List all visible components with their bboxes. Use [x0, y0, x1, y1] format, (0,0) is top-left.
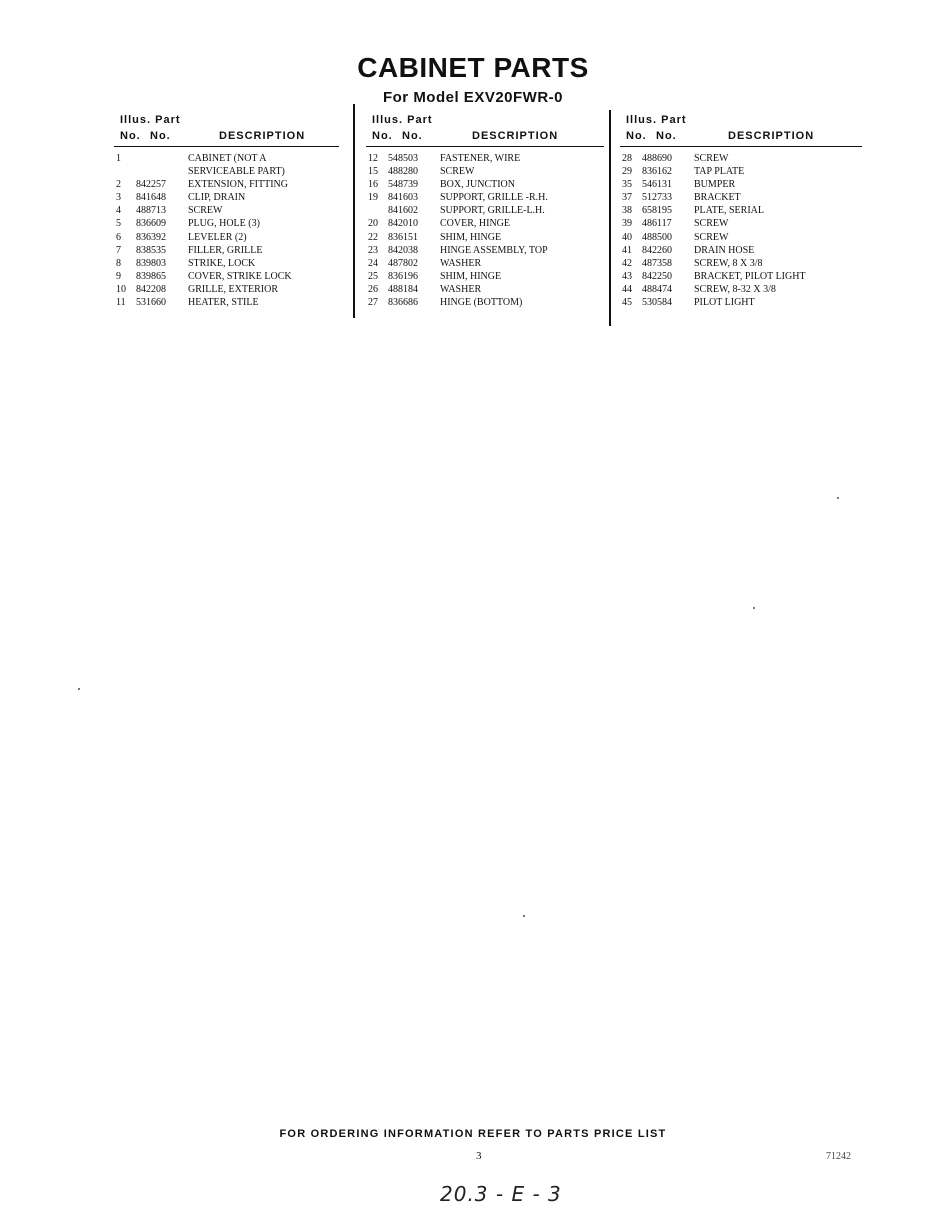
illus-number: 42 — [622, 257, 632, 269]
part-row — [114, 244, 339, 257]
part-description: CABINET (NOT A — [188, 153, 267, 164]
column-header — [620, 114, 862, 147]
part-number: 836196 — [388, 270, 418, 282]
description-heading: DESCRIPTION — [472, 130, 559, 142]
part-row — [620, 296, 862, 309]
part-row — [620, 191, 862, 204]
part-number: 842257 — [136, 179, 166, 191]
illus-number: 25 — [368, 270, 378, 282]
part-number: 512733 — [642, 192, 672, 204]
illus-number: 15 — [368, 166, 378, 178]
page-title: CABINET PARTS — [357, 52, 589, 83]
illus-number: 19 — [368, 192, 378, 204]
part-description: SCREW — [188, 205, 223, 217]
part-no-heading: No. — [656, 130, 677, 142]
page-subtitle: For Model EXV20FWR-0 — [382, 89, 564, 106]
parts-list — [114, 152, 339, 309]
part-row — [114, 270, 339, 283]
illus-number: 28 — [622, 153, 632, 164]
part-description: SCREW — [694, 153, 729, 164]
part-description: HINGE ASSEMBLY, TOP — [440, 244, 548, 256]
part-number: 836162 — [642, 166, 672, 178]
part-row — [366, 191, 604, 204]
parts-column-2 — [366, 114, 604, 309]
part-number: 488713 — [136, 205, 166, 217]
illus-number: 11 — [116, 297, 126, 309]
illus-number: 44 — [622, 283, 632, 295]
part-number: 487802 — [388, 257, 418, 269]
part-description: FILLER, GRILLE — [188, 244, 263, 256]
part-row — [114, 178, 339, 191]
illus-number: 35 — [622, 179, 632, 191]
illus-number: 39 — [622, 218, 632, 230]
parts-column-1 — [114, 114, 339, 309]
part-description: FASTENER, WIRE — [440, 153, 521, 164]
illus-number: 3 — [116, 192, 121, 204]
part-row — [114, 296, 339, 309]
illus-number: 23 — [368, 244, 378, 256]
part-number: 531660 — [136, 297, 166, 309]
page-number: 3 — [476, 1150, 482, 1162]
part-row — [620, 217, 862, 230]
parts-list — [366, 152, 604, 309]
part-description: BUMPER — [694, 179, 736, 191]
column-header — [366, 114, 604, 147]
illus-number: 41 — [622, 244, 632, 256]
part-row — [620, 178, 862, 191]
part-number: 530584 — [642, 297, 672, 309]
part-row — [114, 152, 339, 165]
illus-number: 1 — [116, 153, 121, 164]
part-row — [620, 270, 862, 283]
part-description: DRAIN HOSE — [694, 244, 755, 256]
part-number: 842250 — [642, 270, 672, 282]
part-row — [366, 270, 604, 283]
column-header — [114, 114, 339, 147]
illus-number: 16 — [368, 179, 378, 191]
illus-number: 29 — [622, 166, 632, 178]
part-row — [366, 257, 604, 270]
part-row — [114, 283, 339, 296]
part-number: 838535 — [136, 244, 166, 256]
part-description: COVER, HINGE — [440, 218, 510, 230]
description-heading: DESCRIPTION — [728, 130, 815, 142]
column-divider-2 — [609, 110, 611, 326]
part-description: WASHER — [440, 283, 482, 295]
part-description: SHIM, HINGE — [440, 270, 502, 282]
part-description: PILOT LIGHT — [694, 297, 755, 309]
illus-number: 37 — [622, 192, 632, 204]
part-number: 658195 — [642, 205, 672, 217]
part-no-heading: No. — [402, 130, 423, 142]
part-description: SCREW — [694, 218, 729, 230]
part-row — [366, 283, 604, 296]
part-description: EXTENSION, FITTING — [188, 179, 288, 191]
part-number: 488184 — [388, 283, 418, 295]
ordering-info-footer: FOR ORDERING INFORMATION REFER TO PARTS PRICE LIST — [279, 1128, 667, 1140]
part-row — [620, 165, 862, 178]
part-number: 842010 — [388, 218, 418, 230]
part-row — [366, 231, 604, 244]
part-row — [114, 204, 339, 217]
description-heading: DESCRIPTION — [219, 130, 306, 142]
part-description: COVER, STRIKE LOCK — [188, 270, 292, 282]
part-row — [114, 165, 339, 178]
illus-number: 10 — [116, 283, 126, 295]
part-number: 488690 — [642, 153, 672, 164]
illus-number: 26 — [368, 283, 378, 295]
part-number: 836392 — [136, 231, 166, 243]
part-number: 487358 — [642, 257, 672, 269]
handwritten-note: 20.3 - E - 3 — [440, 1182, 562, 1206]
part-number: 841648 — [136, 192, 166, 204]
part-description: SCREW, 8 X 3/8 — [694, 257, 763, 269]
illus-number: 5 — [116, 218, 121, 230]
part-row — [366, 217, 604, 230]
illus-number: 24 — [368, 257, 378, 269]
part-description: BRACKET — [694, 192, 741, 204]
part-number: 488500 — [642, 231, 672, 243]
part-description: PLATE, SERIAL — [694, 205, 764, 217]
illus-number: 8 — [116, 257, 121, 269]
part-number: 836151 — [388, 231, 418, 243]
part-description: GRILLE, EXTERIOR — [188, 283, 278, 295]
part-description: PLUG, HOLE (3) — [188, 218, 260, 230]
part-row — [620, 204, 862, 217]
scan-speck — [78, 688, 80, 690]
part-row — [620, 257, 862, 270]
part-description: SUPPORT, GRILLE-L.H. — [440, 205, 545, 217]
illus-number: 6 — [116, 231, 121, 243]
part-number: 841602 — [388, 205, 418, 217]
illus-part-heading: Illus. Part — [372, 114, 433, 126]
part-row — [620, 283, 862, 296]
part-number: 839803 — [136, 257, 166, 269]
part-number: 836686 — [388, 297, 418, 309]
part-row — [366, 152, 604, 165]
part-row — [366, 296, 604, 309]
part-description: HINGE (BOTTOM) — [440, 297, 523, 309]
part-row — [366, 204, 604, 217]
part-number: 488280 — [388, 166, 418, 178]
illus-number: 40 — [622, 231, 632, 243]
part-description: SHIM, HINGE — [440, 231, 502, 243]
illus-no-heading: No. — [120, 130, 141, 142]
part-no-heading: No. — [150, 130, 171, 142]
illus-number: 2 — [116, 179, 121, 191]
illus-number: 45 — [622, 297, 632, 309]
illus-part-heading: Illus. Part — [626, 114, 687, 126]
illus-number: 27 — [368, 297, 378, 309]
part-description: TAP PLATE — [694, 166, 745, 178]
part-row — [366, 244, 604, 257]
part-description: BRACKET, PILOT LIGHT — [694, 270, 806, 282]
parts-list — [620, 152, 862, 309]
part-row — [366, 165, 604, 178]
part-description: CLIP, DRAIN — [188, 192, 246, 204]
part-row — [114, 257, 339, 270]
illus-no-heading: No. — [626, 130, 647, 142]
part-description: STRIKE, LOCK — [188, 257, 256, 269]
part-number: 839865 — [136, 270, 166, 282]
illus-no-heading: No. — [372, 130, 393, 142]
illus-number: 43 — [622, 270, 632, 282]
part-row — [114, 217, 339, 230]
part-description: HEATER, STILE — [188, 297, 259, 309]
illus-number: 20 — [368, 218, 378, 230]
parts-column-3 — [620, 114, 862, 309]
part-description: WASHER — [440, 257, 482, 269]
scan-speck — [523, 915, 525, 917]
part-number: 486117 — [642, 218, 672, 230]
part-description: BOX, JUNCTION — [440, 179, 515, 191]
part-number: 548739 — [388, 179, 418, 191]
illus-part-heading: Illus. Part — [120, 114, 181, 126]
part-description: SUPPORT, GRILLE -R.H. — [440, 192, 548, 204]
part-description: SCREW, 8-32 X 3/8 — [694, 283, 776, 295]
part-number: 836609 — [136, 218, 166, 230]
illus-number: 9 — [116, 270, 121, 282]
illus-number: 4 — [116, 205, 121, 217]
part-number: 488474 — [642, 283, 672, 295]
part-row — [620, 231, 862, 244]
column-divider-1 — [353, 104, 355, 318]
part-number: 841603 — [388, 192, 418, 204]
scan-speck — [837, 497, 839, 499]
part-description: SCREW — [440, 166, 475, 178]
part-description: SERVICEABLE PART) — [188, 166, 285, 178]
illus-number: 38 — [622, 205, 632, 217]
illus-number: 12 — [368, 153, 378, 164]
part-number: 842208 — [136, 283, 166, 295]
part-number: 548503 — [388, 153, 418, 164]
scan-speck — [753, 607, 755, 609]
part-row — [114, 191, 339, 204]
part-description: SCREW — [694, 231, 729, 243]
part-row — [620, 244, 862, 257]
part-row — [366, 178, 604, 191]
part-number: 546131 — [642, 179, 672, 191]
illus-number: 7 — [116, 244, 121, 256]
part-number: 842038 — [388, 244, 418, 256]
part-number: 842260 — [642, 244, 672, 256]
part-row — [620, 152, 862, 165]
illus-number: 22 — [368, 231, 378, 243]
part-row — [114, 231, 339, 244]
part-description: LEVELER (2) — [188, 231, 247, 243]
document-code: 71242 — [826, 1151, 851, 1162]
